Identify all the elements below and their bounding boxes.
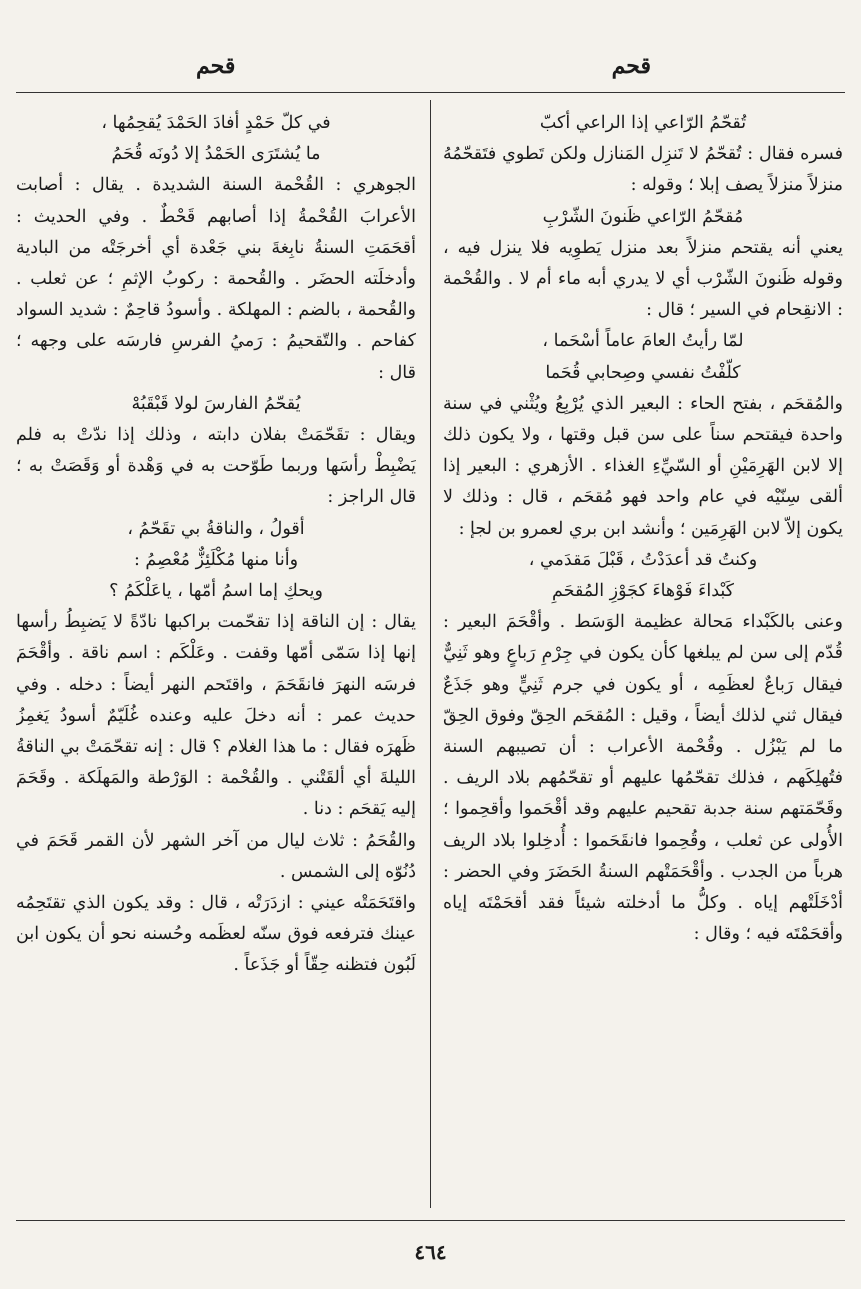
- verse-line: كَبْداءَ فَوْهاءَ كجَوْزِ المُقحَمِ: [552, 581, 734, 602]
- prose-paragraph: فسره فقال : تُقحّمُ لا تَنزِل المَنازل ولكن تَطوي فتَقحّمُهُ منزلاً منزلاً يصف إبلا ؛ وقوله :: [443, 144, 843, 196]
- right-column: [443, 108, 843, 1213]
- prose-paragraph: والقُحَمُ : ثلاث ليال من آخر الشهر لأن القمر قَحَمَ في دُنُوّه إلى الشمس .: [16, 830, 416, 882]
- verse-line: في كلّ حَمْدٍ أفادَ الحَمْدَ يُقحِمُها ،: [101, 113, 331, 133]
- header-word-left: قحم: [196, 53, 236, 79]
- header-word-right: قحم: [611, 53, 651, 79]
- prose-paragraph: الجوهري : القُحْمة السنة الشديدة . يقال : أصابت الأعرابَ القُحْمةُ إذا أصابهم قَحْطٌ . وفي الحديث : أقحَمَتِ السنةُ نابِغةَ بني جَعْدة أي أخرجَتْه من البادية وأدخلَته الحضَر . والقُحمة : ركوبُ الإثمِ ؛ عن ثعلب . والقُحمة ، بالضم : المهلكة . وأسودُ قاحِمٌ : شديد السواد كفاحم . والتّقحيمُ : رَميُ الفرسِ فارسَه على وجهه ؛ قال :: [16, 175, 416, 383]
- verse-line: كلّفْتُ نفسي وصِحابي قُحَما: [545, 362, 741, 383]
- page-header: [0, 52, 861, 92]
- prose-paragraph: واقتَحَمَتْه عيني : ازدَرَتْه ، قال : وقد يكون الذي تقتَحِمُه عينك فترفعه فوق سنّه لعظَمه وحُسنه نحو أن يكون ابن لَبُون فتظنه حِقّاً أو جَذَعاً .: [16, 893, 416, 976]
- prose-paragraph: وعنى بالكَبْداء مَحالة عظيمة الوَسَط . وأقْحَمَ البعير : قُدّم إلى سن لم يبلغها كأن يكون في جِرْمِ رَباعٍ وهو ثَنِيٌّ فيقال رَباعٌ لعظَمِه ، أو يكون في جرم ثَنِيٍّ وهو جَذَعٌ فيقال ثني لذلك أيضاً ، وقيل : المُقحَم الحِقّ وفوق الحِقّ ما لم يَبْزُل . وقُحْمة الأعراب : أن تصيبهم السنة فتُهلِكَهم ، فذلك تقحّمُها عليهم أو تقحّمُهم بلاد الريف . وقَحّمَتهم سنة جدبة تقحيم عليهم وقد أقْحَموا وأقحِموا ؛ الأُولى عن ثعلب ، وقُحِموا فانقَحَموا : أُدخِلوا بلاد الريف هرباً من الجدب . وأقْحَمَتْهم السنةُ الحَضَرَ وفي الحضر : أدْخَلَتْهم إياه . وكلُّ ما أدخلته شيئاً فقد أقحَمْتَه إياه وأقحَمْتَه فيه ؛ وقال :: [443, 612, 843, 945]
- verse-line: وأنا منها مُكْلَئِزٌّ مُعْصِمُ :: [133, 549, 299, 570]
- verse-line: مُقحّمُ الرّاعي ظَنونَ الشّرْبِ: [542, 206, 744, 227]
- footer-rule: [16, 1220, 845, 1221]
- verse-line: وكنتُ قد أعدَدْتُ ، قَبْلَ مَقدَمي ،: [528, 549, 758, 570]
- prose-paragraph: يقال : إن الناقة إذا تقحّمت براكبها نادّةً لا يَضبِطُ رأسها إنها إذا سَمّى أمّها وقفت . وعَلْكَم : اسم ناقة . وأقْحَمَ فرسَه النهرَ فانقَحَمَ ، واقتَحم النهر أيضاً : دخله . وفي حديث عمر : أنه دخلَ عليه وعنده غُلَيّمٌ أسودُ يَغمِزُ ظَهرَه فقال : ما هذا الغلام ؟ قال : إنه تقحّمَتْ بي الناقةُ الليلةَ أي ألقَتْني . والقُحْمة : الوَرْطة والمَهلَكة . وقَحَمَ إليه يَقحَم : دنا .: [16, 612, 416, 820]
- verse-line: ما يُشتَرَى الحَمْدُ إلا دُونَه قُحَمُ: [111, 144, 321, 165]
- prose-paragraph: والمُقحَم ، بفتح الحاء : البعير الذي يُرْبِعُ ويُثْني في سنة واحدة فيقتحم سناً على سن قبل وقتها ، ولا يكون ذلك إلا لابن الهَرِمَيْنِ أو السّيِّءِ الغذاء . الأزهري : البعير إذا ألقى سِنّيْه في عام واحد فهو مُقحَم ، قال : وذلك لا يكون إلاّ لابن الهَرِمَين ؛ وأنشد ابن بري لعمرو بن لجإ :: [443, 393, 843, 539]
- column-divider: [430, 100, 431, 1208]
- verse-line: لمّا رأيتُ العامَ عاماً أسْحَما ،: [542, 331, 744, 352]
- prose-paragraph: يعني أنه يقتحم منزلاً بعد منزل يَطوِيه فلا ينزل فيه ، وقوله ظَنونَ الشّرْب أي لا يدري أبه ماء أم لا . والقُحْمة : الانقِحام في السير ؛ قال :: [443, 237, 843, 321]
- verse-line: ويحكِ إما اسمُ أمّها ، ياعَلْكَمُ ؟: [109, 581, 323, 602]
- verse-line: أقولُ ، والناقةُ بي تقَحّمُ ،: [127, 518, 305, 539]
- verse-line: تُقحّمُ الرّاعي إذا الراعي أكبّ: [539, 113, 747, 133]
- page-number: ٤٦٤: [414, 1240, 447, 1264]
- prose-paragraph: ويقال : تقَحّمَتْ بفلان دابته ، وذلك إذا ندّتْ به فلم يَضْبِطْ رأسَها وربما طَوّحت به في وَهْدة أو وَقَصَتْ به ؛ قال الراجز :: [16, 425, 416, 508]
- verse-line: يُقحّمُ الفارسَ لولا قَبْقَبُهْ: [131, 393, 301, 414]
- header-rule: [16, 92, 845, 93]
- left-column: [16, 108, 416, 1213]
